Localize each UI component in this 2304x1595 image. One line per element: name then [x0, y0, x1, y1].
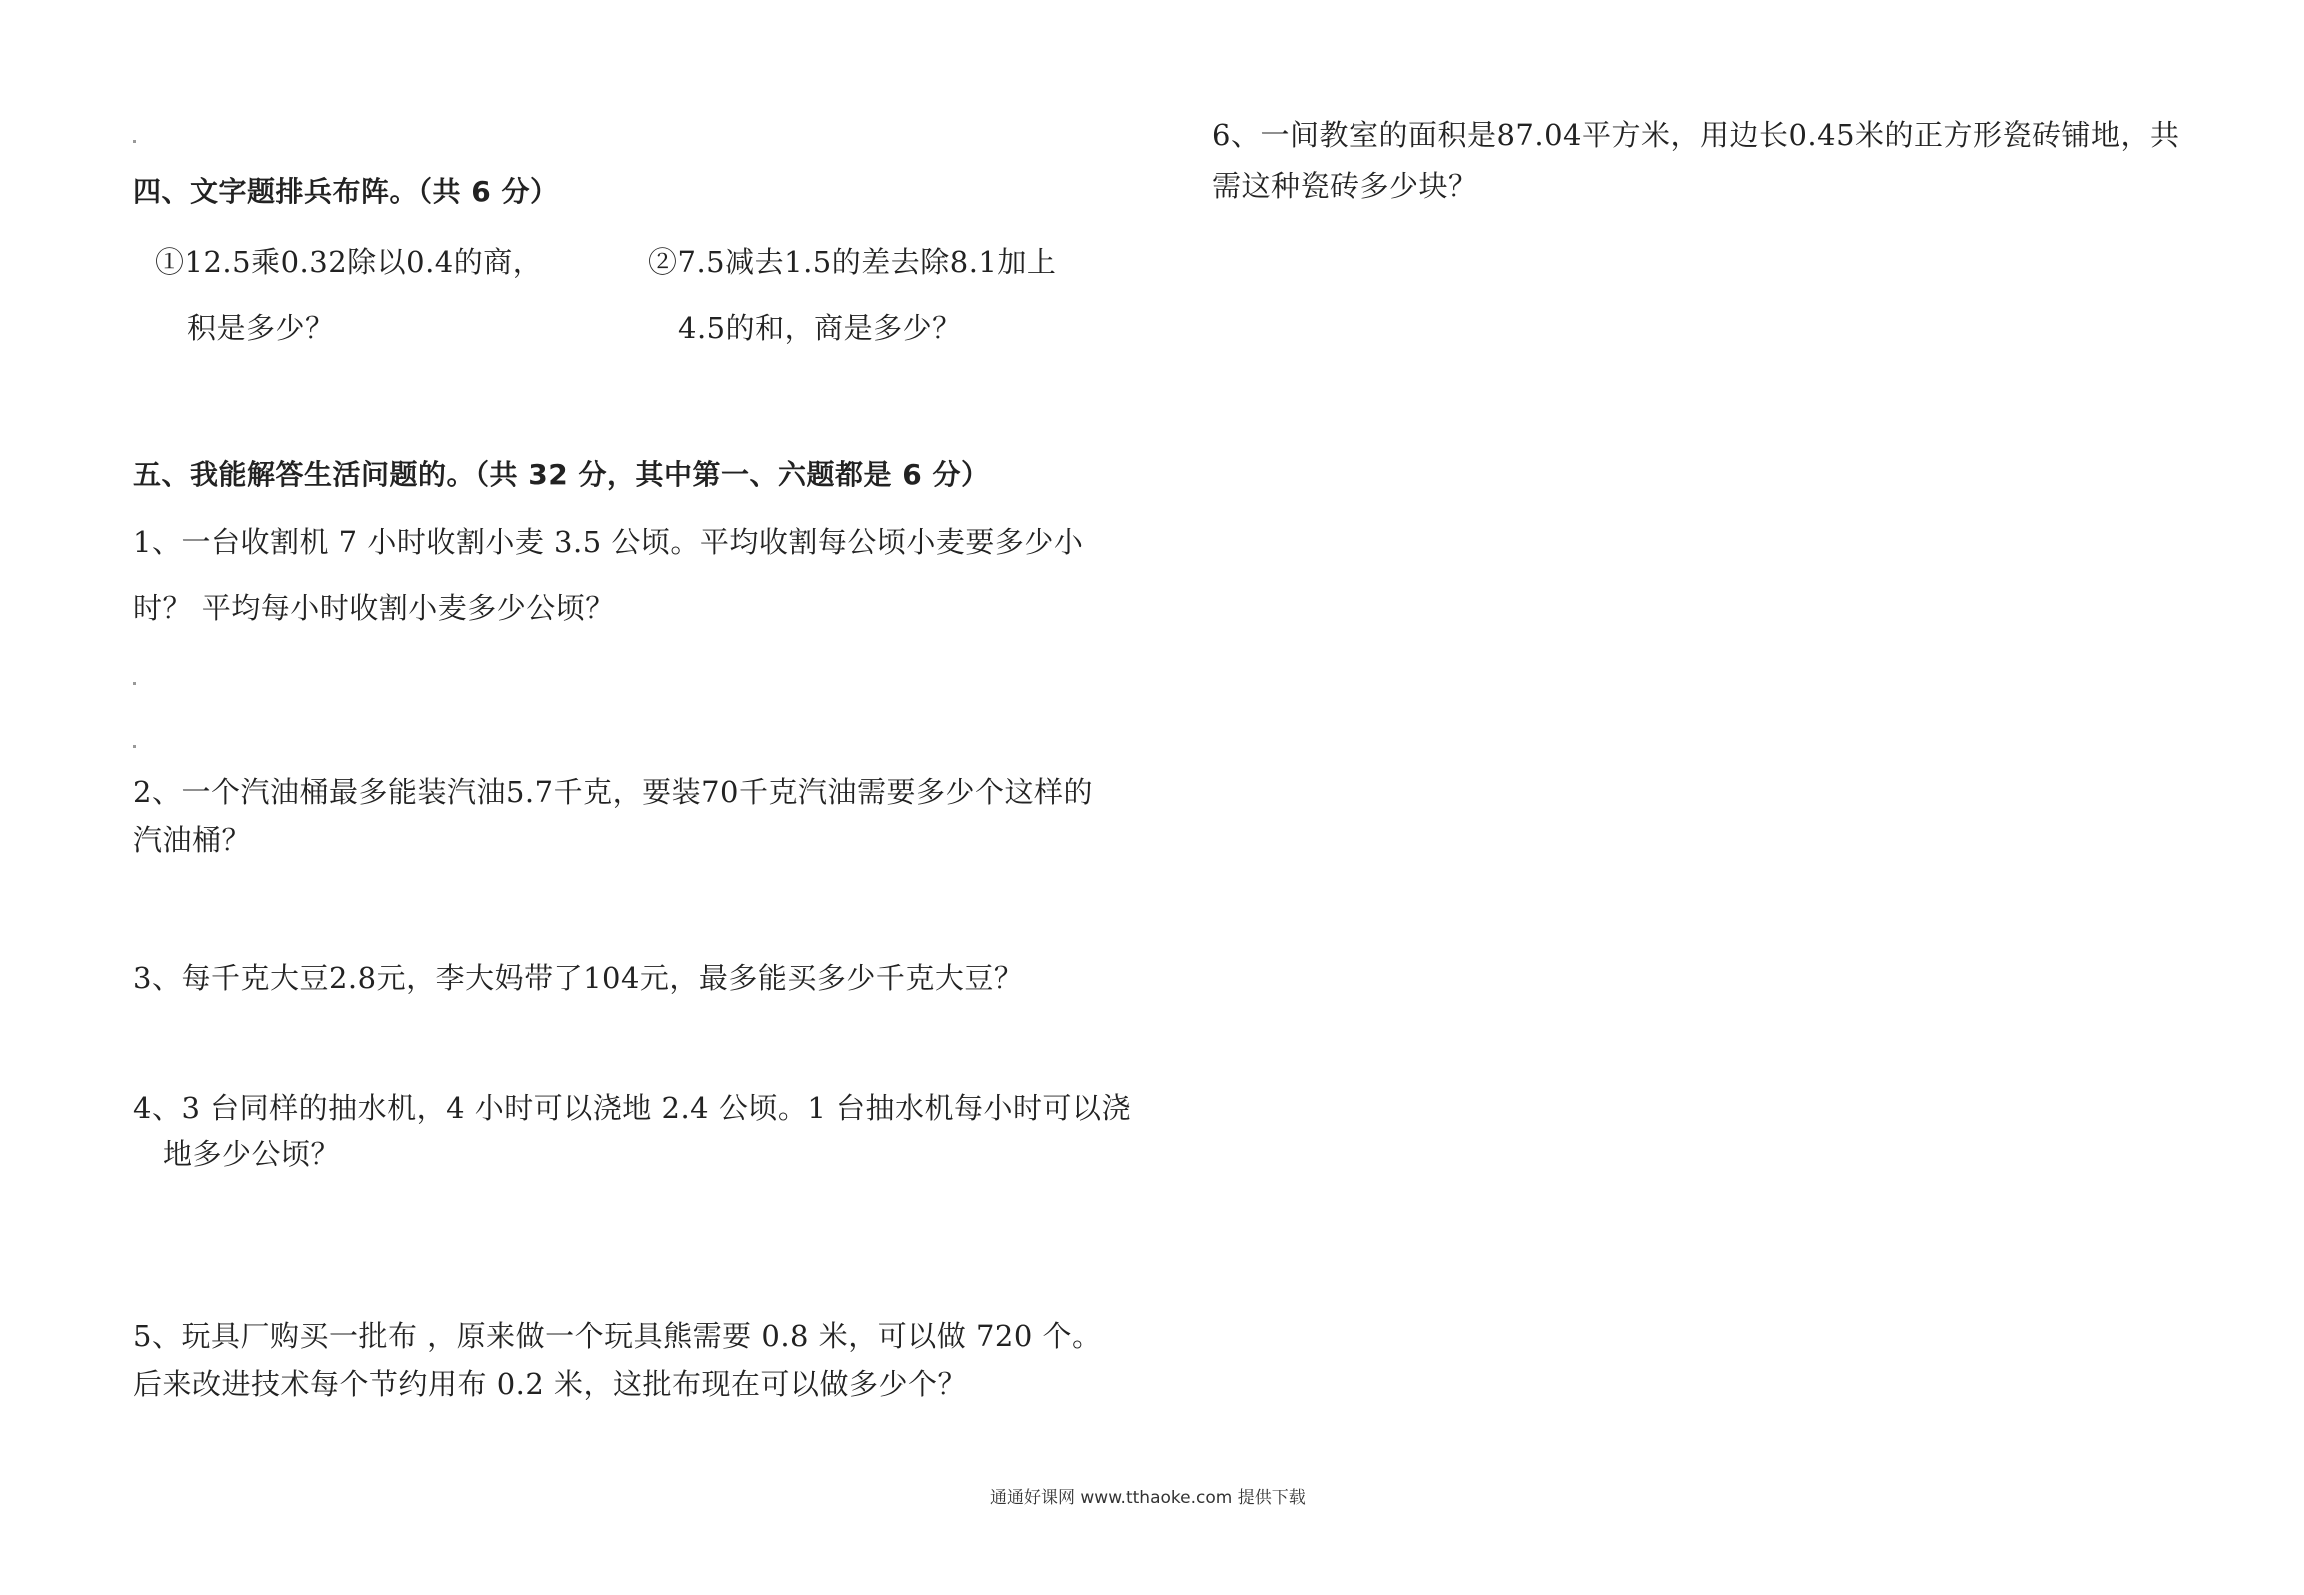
problem-4-line-1: 4、3 台同样的抽水机，4 小时可以浇地 2.4 公顷。1 台抽水机每小时可以浇 — [133, 1091, 1132, 1125]
problem-1-line-1: 1、一台收割机 7 小时收割小麦 3.5 公顷。平均收割每公顷小麦要多少小 — [133, 525, 1084, 559]
question-4-2-line-2: 4.5的和，商是多少？ — [678, 311, 962, 345]
section-5-heading: 五、我能解答生活问题的。（共 32 分，其中第一、六题都是 6 分） — [133, 458, 990, 491]
question-4-1-line-1: ①12.5乘0.32除以0.4的商， — [155, 245, 543, 279]
problem-6-line-2: 需这种瓷砖多少块？ — [1212, 169, 1478, 203]
problem-6-line-1: 6、一间教室的面积是87.04平方米，用边长0.45米的正方形瓷砖铺地，共 — [1212, 118, 2180, 152]
scan-mark — [133, 682, 136, 685]
problem-5-line-2: 后来改进技术每个节约用布 0.2 米，这批布现在可以做多少个？ — [133, 1367, 968, 1401]
problem-1-line-2: 时？ 平均每小时收割小麦多少公顷？ — [133, 591, 615, 625]
problem-3-line-1: 3、每千克大豆2.8元，李大妈带了104元，最多能买多少千克大豆？ — [133, 961, 1024, 995]
problem-5-line-1: 5、玩具厂购买一批布 ，原来做一个玩具熊需要 0.8 米，可以做 720 个。 — [133, 1319, 1102, 1353]
problem-4-line-2: 地多少公顷？ — [163, 1137, 341, 1171]
question-4-1-line-2: 积是多少？ — [187, 311, 335, 345]
question-4-2-line-1: ②7.5减去1.5的差去除8.1加上 — [648, 245, 1057, 279]
problem-2-line-1: 2、一个汽油桶最多能装汽油5.7千克，要装70千克汽油需要多少个这样的 — [133, 775, 1093, 809]
scan-mark — [133, 745, 136, 748]
problem-2-line-2: 汽油桶？ — [133, 823, 252, 857]
footer-source: 通通好课网 www.tthaoke.com 提供下载 — [990, 1488, 1306, 1508]
section-4-heading: 四、文字题排兵布阵。（共 6 分） — [133, 175, 559, 208]
scan-mark — [133, 140, 136, 143]
